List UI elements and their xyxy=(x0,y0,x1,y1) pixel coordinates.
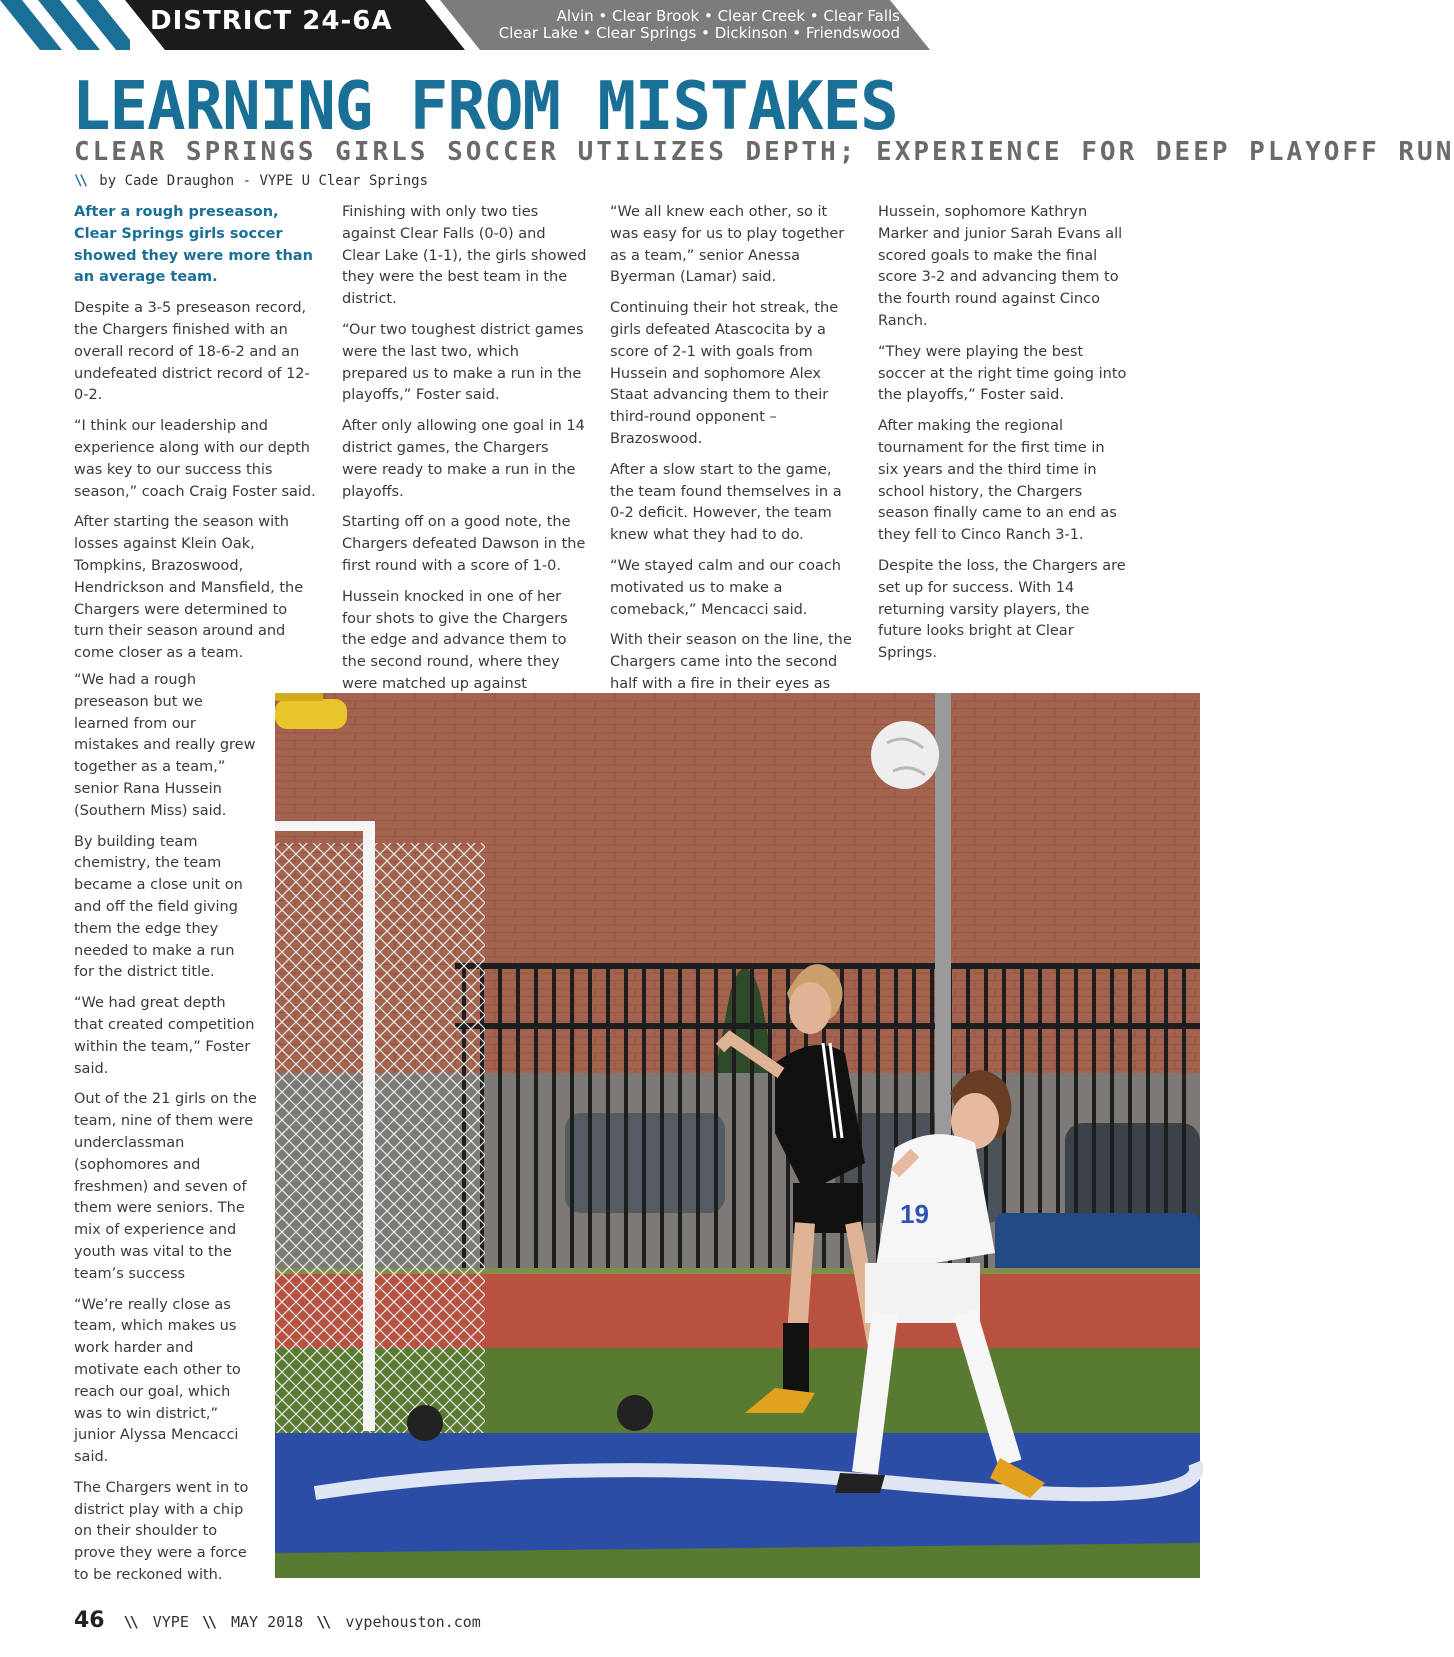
paragraph: Despite a 3-5 preseason record, the Chargers finished with an overall record of 18-6-2 and an undefeated district record of 12-0-2. xyxy=(74,300,310,404)
footer-separator: \\ xyxy=(316,1613,329,1631)
paragraph: “We stayed calm and our coach motivated us to make a comeback,” Mencacci said. xyxy=(610,557,842,618)
paragraph: “They were playing the best soccer at the right time going into the playoffs,” Foster said. xyxy=(878,343,1127,404)
article-title: LEARNING FROM MISTAKES xyxy=(72,68,898,146)
paragraph: “Our two toughest district games were the last two, which prepared us to make a run in the playoffs,” Foster said. xyxy=(342,321,584,404)
article-lede: After a rough preseason, Clear Springs girls soccer showed they were more than an average team. xyxy=(74,204,313,286)
soccer-photo-illustration xyxy=(275,693,1200,1578)
article-column-2 xyxy=(342,202,588,727)
paragraph: “I think our leadership and experience along with our depth was key to our success this season,” coach Craig Foster said. xyxy=(74,418,316,500)
footer-magazine: VYPE xyxy=(152,1613,189,1631)
paragraph: “We all knew each other, so it was easy for us to play together as a team,” senior Anessa Byerman (Lamar) said. xyxy=(610,204,845,286)
district-banner-label: DISTRICT 24-6A xyxy=(150,6,393,36)
paragraph: Continuing their hot streak, the girls defeated Atascocita by a score of 2-1 with goals from Hussein and sophomore Alex Staat advancing them to their third-round opponent – Brazoswood. xyxy=(610,300,839,447)
byline-text: by Cade Draughon - VYPE U Clear Springs xyxy=(99,173,429,189)
footer-website: vypehouston.com xyxy=(345,1613,481,1631)
paragraph: After only allowing one goal in 14 district games, the Chargers were ready to make a run in the playoffs. xyxy=(342,418,585,500)
schools-list-line-1: Alvin • Clear Brook • Clear Creek • Clear Falls xyxy=(556,7,900,25)
page-footer xyxy=(74,1608,481,1633)
paragraph: After a slow start to the game, the team found themselves in a 0-2 deficit. However, the team knew what they had to do. xyxy=(610,461,842,544)
paragraph: After making the regional tournament for the first time in six years and the third time in school history, the Chargers season finally came to an end as they fell to Cinco Ranch 3-1. xyxy=(878,418,1117,544)
article-column-3 xyxy=(610,202,856,705)
schools-list xyxy=(460,8,900,42)
byline xyxy=(74,173,428,189)
article-column-1 xyxy=(74,202,318,674)
paragraph: Hussein knocked in one of her four shots to give the Chargers the edge and advance them to the second round, where they were matched up against xyxy=(342,588,568,692)
paragraph: By building team chemistry, the team became a close unit on and off the field giving them the edge they needed to make a run for the district title. xyxy=(74,833,243,981)
footer-separator: \\ xyxy=(201,1613,214,1631)
jersey-number: 19 xyxy=(900,1199,929,1229)
article-column-1-lower xyxy=(74,670,258,1596)
paragraph: After starting the season with losses against Klein Oak, Tompkins, Brazoswood, Hendrickson and Mansfield, the Chargers were determined to turn their season around and come closer as a team. xyxy=(74,514,304,662)
footer-separator: \\ xyxy=(123,1613,136,1631)
paragraph: Despite the loss, the Chargers are set up for success. With 14 returning varsity players, the future looks bright at Clear Springs. xyxy=(878,557,1126,662)
page-number: 46 xyxy=(74,1608,105,1633)
soccer-action-photo xyxy=(275,693,1200,1578)
paragraph: “We had a rough preseason but we learned from our mistakes and really grew together as a team,” senior Rana Hussein (Southern Miss) said. xyxy=(74,672,256,819)
paragraph: The Chargers went in to district play with a chip on their shoulder to prove they were a force to be reckoned with. xyxy=(74,1479,249,1584)
paragraph: With their season on the line, the Chargers came into the second half with a fire in their eyes as xyxy=(610,632,852,692)
paragraph: Finishing with only two ties against Clear Falls (0-0) and Clear Lake (1-1), the girls showed they were the best team in the district. xyxy=(342,204,587,308)
paragraph: “We’re really close as team, which makes us work harder and motivate each other to reach our goal, which was to win district,” junior Alyssa Mencacci said. xyxy=(74,1296,241,1466)
article-column-4 xyxy=(878,202,1128,674)
paragraph: Out of the 21 girls on the team, nine of them were underclassman (sophomores and freshmen) and seven of them were seniors. The mix of experience and youth was vital to the team’s success xyxy=(74,1091,257,1282)
article-subtitle: CLEAR SPRINGS GIRLS SOCCER UTILIZES DEPTH; EXPERIENCE FOR DEEP PLAYOFF RUN xyxy=(74,137,1454,167)
paragraph: “We had great depth that created competition within the team,” Foster said. xyxy=(74,995,255,1077)
footer-issue: MAY 2018 xyxy=(231,1613,304,1631)
paragraph: Starting off on a good note, the Chargers defeated Dawson in the first round with a score of 1-0. xyxy=(342,514,586,574)
byline-slash-marker: \\ xyxy=(74,173,85,189)
paragraph: Hussein, sophomore Kathryn Marker and junior Sarah Evans all scored goals to make the final score 3-2 and advancing them to the fourth round against Cinco Ranch. xyxy=(878,204,1123,329)
schools-list-line-2: Clear Lake • Clear Springs • Dickinson • Friendswood xyxy=(498,24,900,42)
